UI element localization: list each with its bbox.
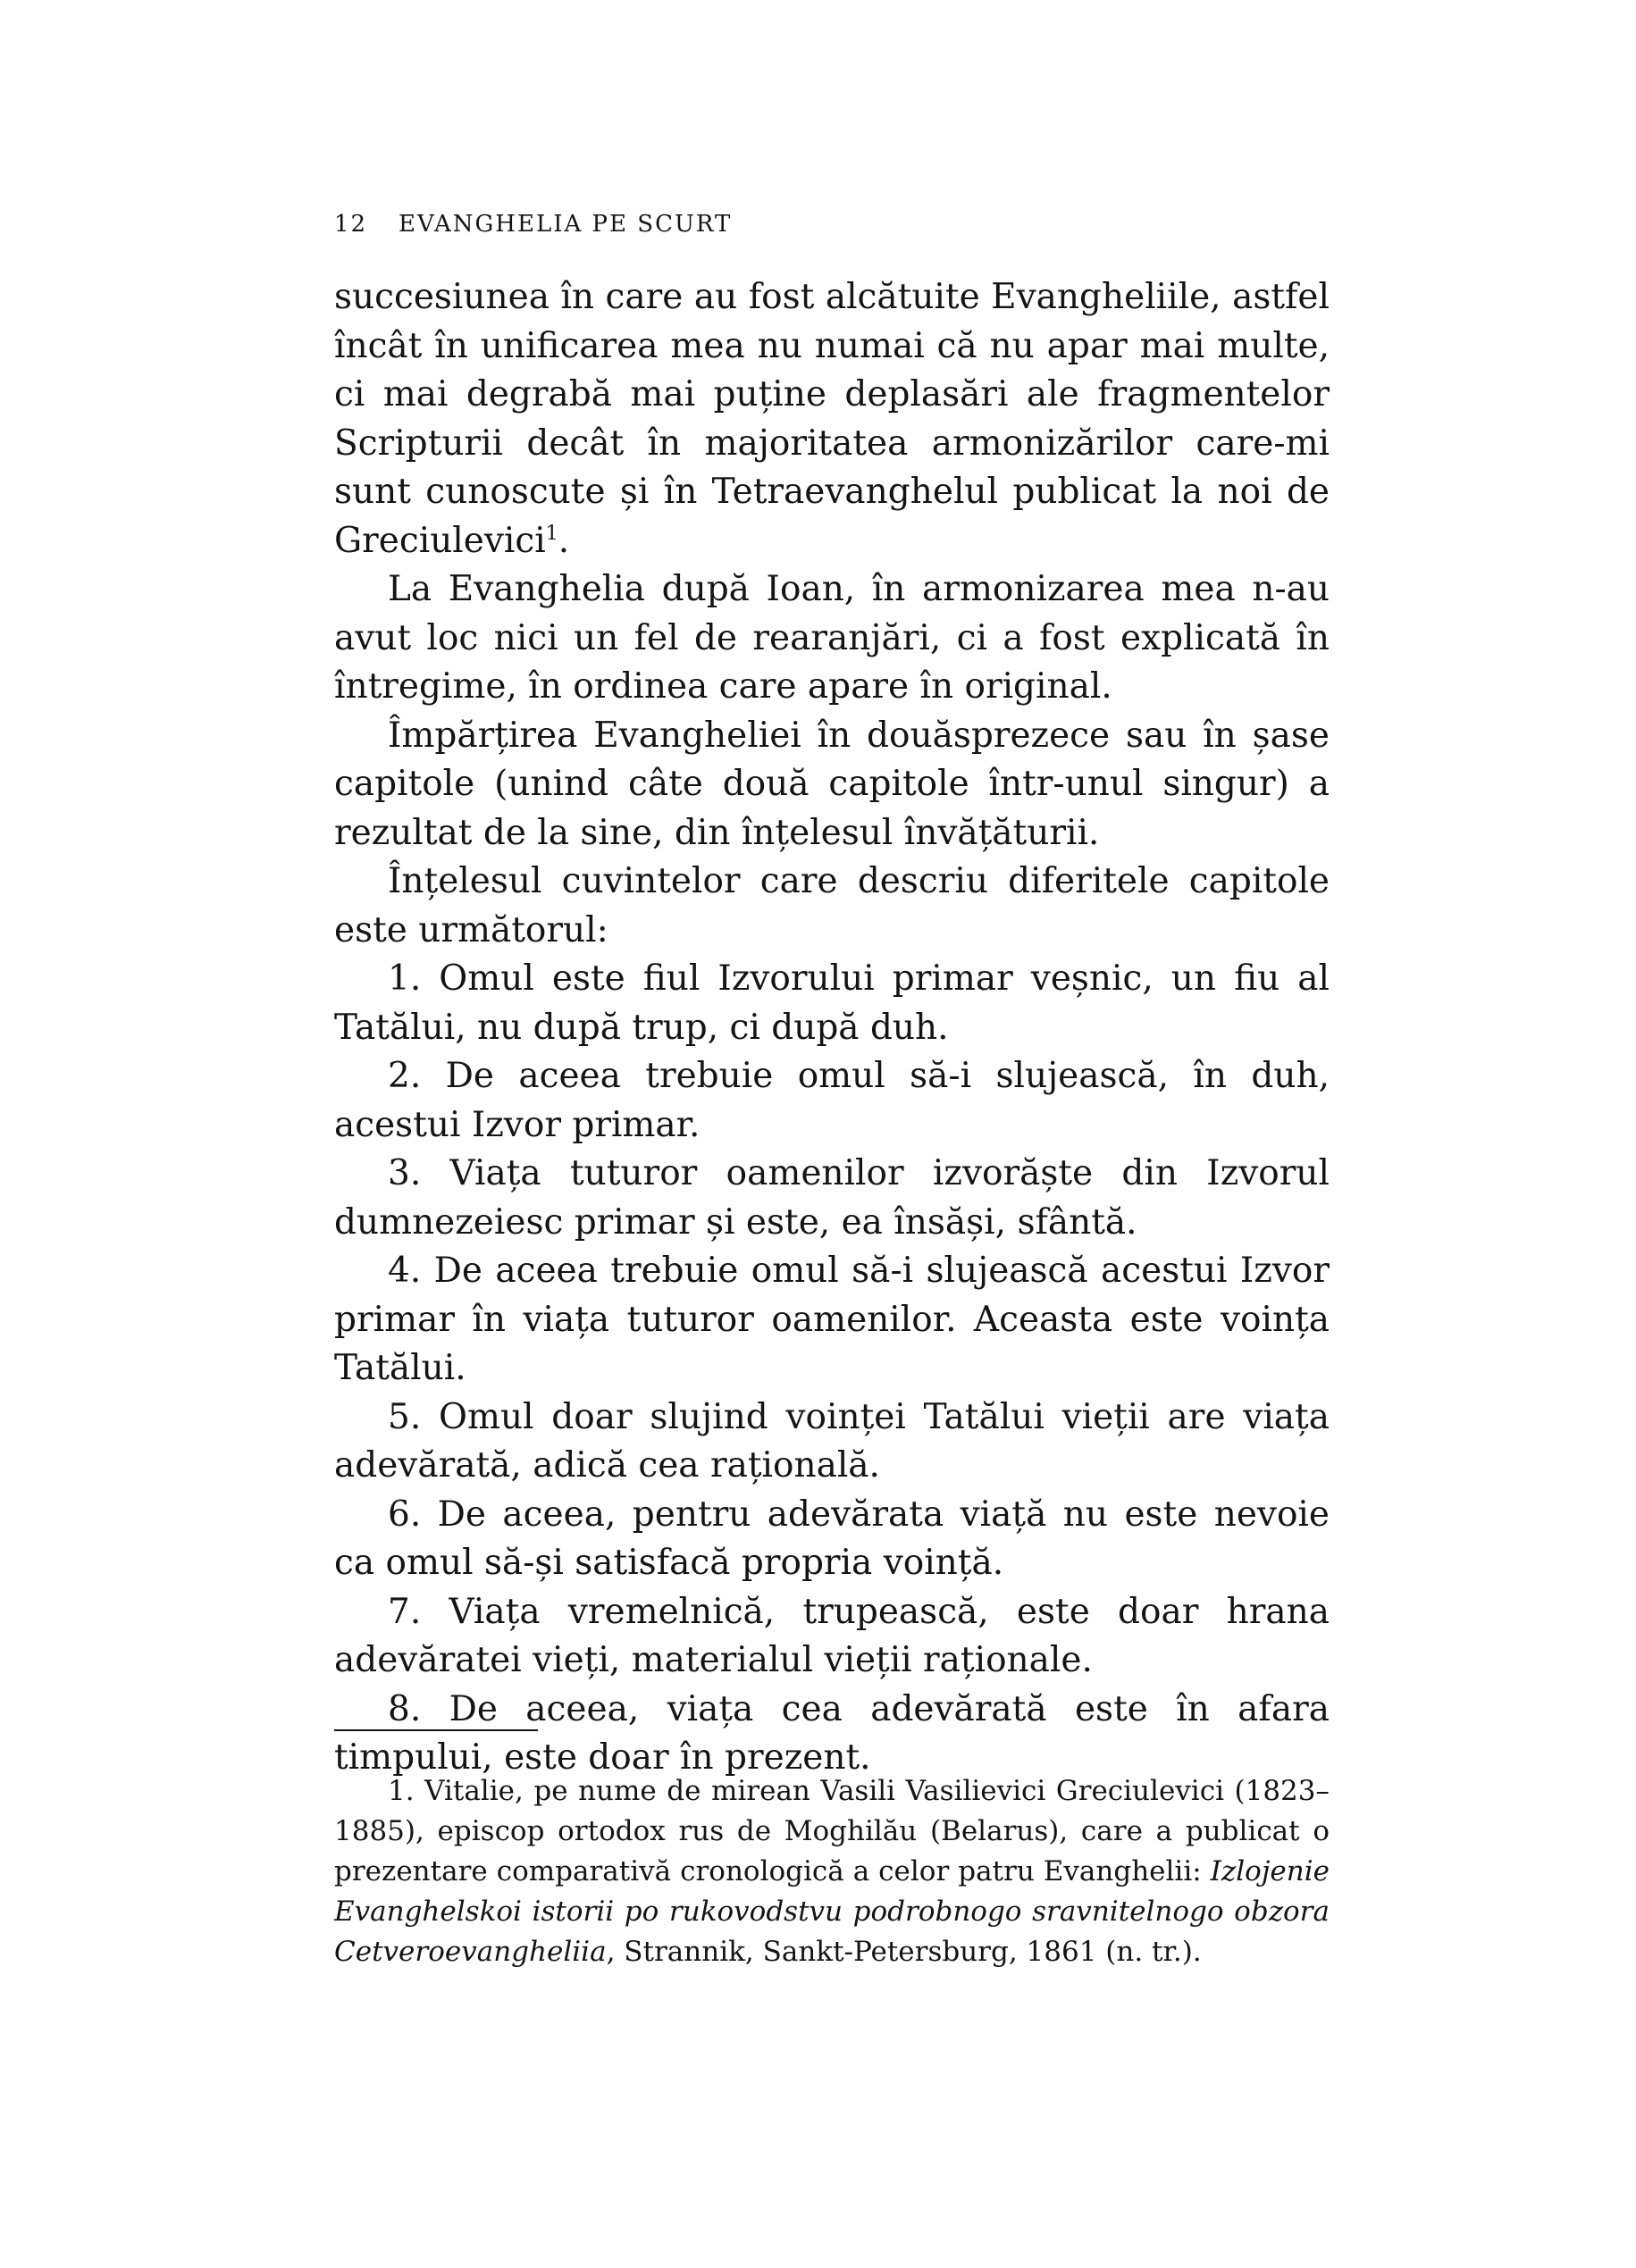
paragraph-continuation <box>334 273 1330 565</box>
list-item: 7. Viața vremelnică, trupească, este doar hrana adevăratei vieți, materialul vieții raționale. <box>334 1591 1330 1680</box>
paragraph: Înțelesul cuvintelor care descriu diferitele capitole este următorul: <box>334 861 1330 950</box>
footnote-divider <box>334 1729 538 1731</box>
footnote-book-title: Izlojenie Evanghelskoi istorii po rukovodstvu podrobnogo sravnitelnogo obzora Cetveroevangheliia <box>334 1855 1330 1968</box>
page-number: 12 <box>334 211 368 238</box>
footnote-reference: 1 <box>545 522 558 545</box>
list-item: 8. De aceea, viața cea adevărată este în afara timpului, este doar în prezent. <box>334 1688 1330 1778</box>
list-item: 1. Omul este fiul Izvorului primar veșnic, un fiu al Tatălui, nu după trup, ci după duh. <box>334 958 1330 1048</box>
footnote-text: 1. Vitalie, pe nume de mirean Vasili Vasilievici Greciulevici (1823–1885), episcop ortodox rus de Moghilău (Belarus), care a publicat o prezentare comparativă cronologică a celor patru Evanghelii: <box>334 1775 1330 1887</box>
running-title: EVANGHELIA PE SCURT <box>399 211 733 238</box>
paragraph-text: succesiunea în care au fost alcătuite Evangheliile, astfel încât în unificarea mea nu numai că nu apar mai multe, ci mai degrabă mai puține deplasări ale fragmentelor Scripturii decât în majoritatea armonizărilor care-mi sunt cunoscute și în Tetraevanghelul publicat la noi de Greciulevici <box>334 277 1330 561</box>
footnote <box>334 1771 1330 1972</box>
list-item: 5. Omul doar slujind voinței Tatălui vieții are viața adevărată, adică cea rațională. <box>334 1396 1330 1485</box>
list-item: 3. Viața tuturor oamenilor izvorăște din Izvorul dumnezeiesc primar și este, ea însăși, sfântă. <box>334 1153 1330 1243</box>
list-item: 6. De aceea, pentru adevărata viață nu este nevoie ca omul să-și satisfacă propria voință. <box>334 1494 1330 1583</box>
list-item: 2. De aceea trebuie omul să-i slujească, în duh, acestui Izvor primar. <box>334 1056 1330 1145</box>
list-item: 4. De aceea trebuie omul să-i slujească acestui Izvor primar în viața tuturor oamenilor. Aceasta este voința Tatălui. <box>334 1251 1330 1388</box>
paragraph-text-end: . <box>558 520 570 561</box>
footnote-text-end: , Strannik, Sankt-Petersburg, 1861 (n. tr.). <box>606 1936 1202 1968</box>
main-text <box>334 273 1330 1783</box>
paragraph: Împărțirea Evangheliei în douăsprezece sau în șase capitole (unind câte două capitole într-unul singur) a rezultat de la sine, din înțelesul învățăturii. <box>334 715 1330 853</box>
paragraph: La Evanghelia după Ioan, în armonizarea mea n-au avut loc nici un fel de rearanjări, ci a fost explicată în întregime, în ordinea care apare în original. <box>334 569 1330 707</box>
running-header <box>334 211 732 238</box>
